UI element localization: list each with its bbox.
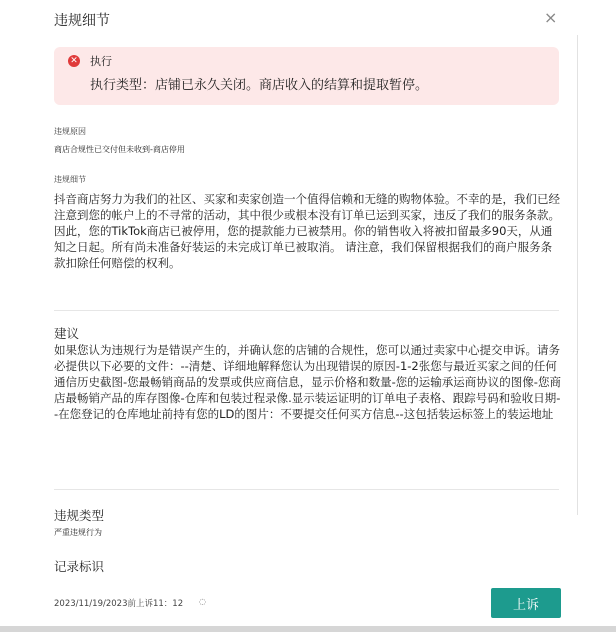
divider xyxy=(54,310,559,311)
reason-value: 商店合规性已交付但未收到-商店停用 xyxy=(54,145,185,154)
suggestion-text: 如果您认为违规行为是错误产生的，并确认您的店铺的合规性，您可以通过卖家中心提交申诉。请务必提供以下必要的文件：--清楚、详细地解释您认为出现错误的原因-1-2张您与最近买家之间的任何通信历史截图-您最畅销商品的发票或供应商信息，显示价格和数量-您的运输承运商协议的图像-您商店最畅销产品的库存图像-仓库和包装过程录像.显示装运证明的订单电子表格、跟踪号码和验收日期--在您登记的仓库地址前持有您的LD的图片：不要提交任何买方信息--这包括装运标签上的装运地址 xyxy=(54,343,561,421)
enforcement-alert xyxy=(54,47,559,105)
modal-title: 违规细节 xyxy=(54,13,110,29)
error-icon: ✕ xyxy=(68,55,80,67)
record-label: 记录标识 xyxy=(54,559,105,574)
violation-type-label: 违规类型 xyxy=(54,508,105,523)
reason-label: 违规原因 xyxy=(54,127,86,136)
loading-icon: ◌ xyxy=(199,597,206,606)
bottom-edge xyxy=(0,626,616,632)
appeal-deadline-text: 2023/11/19/2023前上诉11：12 xyxy=(54,599,184,609)
details-label: 违规细节 xyxy=(54,175,86,184)
divider xyxy=(54,489,559,490)
appeal-button[interactable]: 上诉 xyxy=(491,588,561,618)
close-icon[interactable]: × xyxy=(544,8,558,27)
details-text: 抖音商店努力为我们的社区、买家和卖家创造一个值得信赖和无缝的购物体验。不幸的是，我们已经注意到您的帐户上的不寻常的活动，其中很少或根本没有订单已运到买家，违反了我们的服务条款。因此，您的TikTok商店已被停用，您的提款能力已被禁用。你的销售收入将被扣留最多90天，从通知之日起。所有尚未准备好装运的未完成订单已被取消。 请注意，我们保留根据我们的商户服务条款扣除任何赔偿的权利。 xyxy=(54,192,560,270)
suggestion-label: 建议 xyxy=(54,326,80,341)
violation-type-value: 严重违规行为 xyxy=(54,528,102,537)
scrollbar-track[interactable] xyxy=(577,35,578,515)
alert-title: 执行 xyxy=(90,55,112,68)
alert-body: 执行类型：店铺已永久关闭。商店收入的结算和提取暂停。 xyxy=(90,78,429,93)
